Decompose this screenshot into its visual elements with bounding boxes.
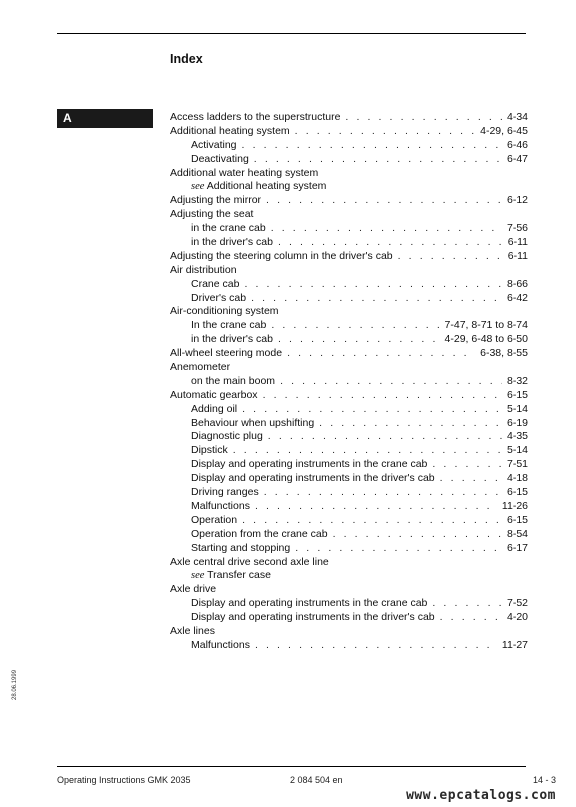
index-entry-text: Axle drive bbox=[170, 583, 217, 596]
index-entry bbox=[170, 153, 528, 167]
index-entry-text: Adjusting the mirror bbox=[170, 194, 262, 207]
index-entry bbox=[170, 278, 528, 292]
index-entry-text: Axle central drive second axle line bbox=[170, 555, 329, 568]
index-entry-text: Adjusting the steering column in the driver's cab bbox=[170, 249, 393, 262]
index-entry bbox=[170, 514, 528, 528]
footer-page-number: 14 - 3 bbox=[533, 775, 557, 785]
index-entry-text: Display and operating instruments in the crane cab bbox=[191, 458, 428, 471]
index-entry-page: 4-18 bbox=[506, 472, 528, 485]
index-entry-text: in the driver's cab bbox=[191, 333, 273, 346]
index-entry bbox=[170, 556, 528, 570]
index-entry-text: Behaviour when upshifting bbox=[191, 416, 315, 429]
index-entry bbox=[170, 236, 528, 250]
index-entry bbox=[170, 430, 528, 444]
dot-leader bbox=[319, 417, 502, 431]
index-entry bbox=[170, 500, 528, 514]
index-entry-page: 6-46 bbox=[506, 138, 528, 151]
index-entry-text: Adjusting the seat bbox=[170, 208, 254, 221]
index-entry-page: 6-11 bbox=[507, 249, 528, 262]
dot-leader bbox=[440, 472, 502, 486]
index-entry-text: Operation bbox=[191, 513, 238, 526]
see-reference-label: see bbox=[191, 570, 205, 582]
index-entry-page: 6-12 bbox=[506, 194, 528, 207]
index-entry bbox=[170, 167, 528, 181]
top-rule bbox=[57, 33, 526, 34]
dot-leader bbox=[233, 444, 502, 458]
dot-leader bbox=[432, 597, 502, 611]
index-entry bbox=[170, 611, 528, 625]
index-entry bbox=[170, 597, 528, 611]
index-entry-page: 7-51 bbox=[506, 458, 528, 471]
index-entry-text: Driving ranges bbox=[191, 486, 259, 499]
index-entry-text: Adding oil bbox=[191, 402, 238, 415]
index-entry bbox=[170, 389, 528, 403]
index-entry bbox=[170, 569, 528, 583]
dot-leader bbox=[254, 153, 502, 167]
index-entry-page: 11-27 bbox=[501, 638, 528, 651]
dot-leader bbox=[440, 611, 502, 625]
index-entry bbox=[170, 486, 528, 500]
index-entry bbox=[170, 111, 528, 125]
index-entry bbox=[170, 444, 528, 458]
index-entry bbox=[170, 625, 528, 639]
dot-leader bbox=[251, 292, 502, 306]
index-entry-page: 6-19 bbox=[506, 416, 528, 429]
index-entry-text: Display and operating instruments in the driver's cab bbox=[191, 472, 435, 485]
index-entry-text: Crane cab bbox=[191, 277, 240, 290]
index-entry-text: Additional water heating system bbox=[170, 166, 319, 179]
index-entry bbox=[170, 639, 528, 653]
dot-leader bbox=[295, 125, 475, 139]
dot-leader bbox=[268, 430, 502, 444]
index-entry bbox=[170, 208, 528, 222]
index-entry bbox=[170, 472, 528, 486]
index-entry bbox=[170, 292, 528, 306]
index-entry-page: 6-42 bbox=[506, 291, 528, 304]
index-entry-text: Deactivating bbox=[191, 152, 249, 165]
index-entry bbox=[170, 458, 528, 472]
index-entry-text: Driver's cab bbox=[191, 291, 247, 304]
index-entry-text: in the crane cab bbox=[191, 222, 266, 235]
index-entry-page: 8-66 bbox=[506, 277, 528, 290]
index-entry bbox=[170, 125, 528, 139]
index-entry-page: 6-15 bbox=[506, 486, 528, 499]
dot-leader bbox=[280, 375, 502, 389]
index-entry-text: Diagnostic plug bbox=[191, 430, 263, 443]
index-entry-page: 7-52 bbox=[506, 597, 528, 610]
footer-manual-title: Operating Instructions GMK 2035 bbox=[57, 775, 191, 785]
index-entry-page: 5-14 bbox=[506, 402, 528, 415]
index-entry-text: on the main boom bbox=[191, 374, 276, 387]
index-entry-page: 4-20 bbox=[506, 611, 528, 624]
index-entry-page: 7-47, 8-71 to 8-74 bbox=[444, 319, 528, 332]
index-entry-page: 6-15 bbox=[506, 388, 528, 401]
index-entry bbox=[170, 542, 528, 556]
footer-document-number: 2 084 504 en bbox=[290, 775, 343, 785]
index-entry-page: 6-17 bbox=[506, 541, 528, 554]
index-entry bbox=[170, 333, 528, 347]
index-entry bbox=[170, 250, 528, 264]
index-entry-text: Malfunctions bbox=[191, 638, 250, 651]
index-entry-page: 8-32 bbox=[506, 374, 528, 387]
index-entry-text: Operation from the crane cab bbox=[191, 527, 328, 540]
index-entry-page: 6-47 bbox=[506, 152, 528, 165]
dot-leader bbox=[266, 194, 502, 208]
index-entry bbox=[170, 222, 528, 236]
dot-leader bbox=[295, 542, 502, 556]
watermark: www.epcatalogs.com bbox=[406, 788, 556, 803]
dot-leader bbox=[398, 250, 503, 264]
index-entry-text: In the crane cab bbox=[191, 319, 267, 332]
index-entry-text: Automatic gearbox bbox=[170, 388, 258, 401]
index-entry bbox=[170, 583, 528, 597]
side-date: 28.06.1999 bbox=[12, 669, 18, 700]
index-entry-page: 6-38, 8-55 bbox=[480, 347, 528, 360]
index-entry-text: Additional heating system bbox=[170, 124, 290, 137]
index-entry bbox=[170, 528, 528, 542]
index-entry-page: 5-14 bbox=[506, 444, 528, 457]
index-entry-text: Access ladders to the superstructure bbox=[170, 111, 341, 123]
dot-leader bbox=[255, 500, 497, 514]
index-entry-text: Axle lines bbox=[170, 624, 215, 637]
see-reference-target: Additional heating system bbox=[206, 180, 327, 193]
dot-leader bbox=[244, 278, 502, 292]
dot-leader bbox=[263, 389, 502, 403]
index-entry-text: All-wheel steering mode bbox=[170, 347, 283, 360]
index-entry-text: Display and operating instruments in the crane cab bbox=[191, 597, 428, 610]
dot-leader bbox=[255, 639, 497, 653]
index-entry-text: Air-conditioning system bbox=[170, 305, 279, 318]
index-entry-text bbox=[191, 569, 271, 583]
index-entry bbox=[170, 305, 528, 319]
section-letter-tab: A bbox=[57, 109, 153, 128]
index-entry-page: 4-34 bbox=[506, 111, 528, 123]
index-entry-text: in the driver's cab bbox=[191, 236, 273, 249]
dot-leader bbox=[278, 333, 440, 347]
index-entry bbox=[170, 180, 528, 194]
index-entry bbox=[170, 264, 528, 278]
index-entries bbox=[170, 111, 528, 653]
index-entry bbox=[170, 347, 528, 361]
index-entry bbox=[170, 139, 528, 153]
index-entry-text: Starting and stopping bbox=[191, 541, 291, 554]
index-entry bbox=[170, 417, 528, 431]
dot-leader bbox=[271, 319, 439, 333]
footer-rule bbox=[57, 766, 526, 767]
index-entry-text bbox=[191, 180, 326, 194]
dot-leader bbox=[242, 139, 502, 153]
dot-leader bbox=[242, 403, 502, 417]
index-entry bbox=[170, 403, 528, 417]
index-entry bbox=[170, 375, 528, 389]
index-entry-page: 11-26 bbox=[501, 499, 528, 512]
index-entry-text: Dipstick bbox=[191, 444, 228, 457]
index-entry-page: 4-29, 6-45 bbox=[480, 124, 528, 137]
index-entry-text: Anemometer bbox=[170, 361, 231, 374]
index-entry bbox=[170, 319, 528, 333]
index-entry-page: 6-11 bbox=[507, 236, 528, 249]
index-entry-page: 4-29, 6-48 to 6-50 bbox=[444, 333, 528, 346]
dot-leader bbox=[333, 528, 502, 542]
see-reference-target: Transfer case bbox=[207, 569, 271, 582]
dot-leader bbox=[345, 111, 502, 125]
index-entry-text: Activating bbox=[191, 138, 237, 151]
index-entry-page: 8-54 bbox=[506, 527, 528, 540]
dot-leader bbox=[264, 486, 502, 500]
index-entry-text: Malfunctions bbox=[191, 499, 250, 512]
index-entry-page: 7-56 bbox=[506, 222, 528, 235]
index-entry bbox=[170, 194, 528, 208]
page-title: Index bbox=[170, 52, 203, 66]
dot-leader bbox=[278, 236, 503, 250]
index-entry-text: Display and operating instruments in the driver's cab bbox=[191, 611, 435, 624]
index-entry bbox=[170, 361, 528, 375]
index-entry-page: 6-15 bbox=[506, 513, 528, 526]
dot-leader bbox=[287, 347, 475, 361]
dot-leader bbox=[242, 514, 502, 528]
index-entry-text: Air distribution bbox=[170, 263, 237, 276]
dot-leader bbox=[271, 222, 502, 236]
dot-leader bbox=[432, 458, 502, 472]
index-entry-page: 4-35 bbox=[506, 430, 528, 443]
see-reference-label: see bbox=[191, 181, 205, 193]
